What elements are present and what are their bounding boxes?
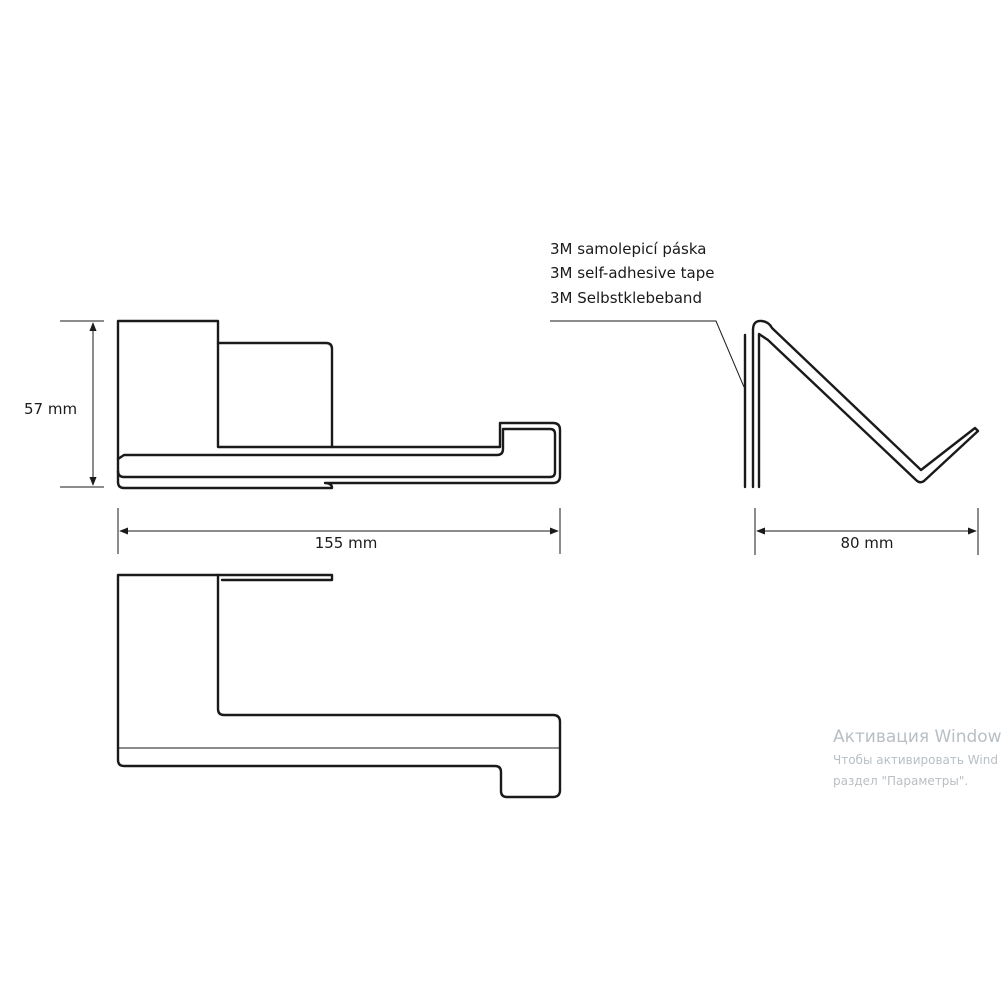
top-view-outline [118,575,560,797]
activation-watermark-line1: Чтобы активировать Wind [833,753,998,767]
height-label: 57 mm [24,400,78,418]
front-view-plate-edge [218,343,332,447]
depth-label: 80 mm [840,534,894,552]
tape-leader-line [550,321,744,387]
top-view [118,575,560,797]
side-view-outline [753,321,978,487]
activation-watermark-line2: раздел "Параметры". [833,774,969,788]
activation-watermark-title: Активация Window [833,727,1002,747]
height-dimension [24,321,104,487]
front-view-arm-top [118,429,555,477]
tape-label-cs: 3M samolepicí páska [550,240,707,258]
tape-label-de: 3M Selbstklebeband [550,289,702,307]
tape-callout [550,240,744,387]
front-view-outline [118,321,560,488]
side-view [745,321,978,487]
width-label: 155 mm [314,534,378,552]
front-view [118,321,560,488]
depth-dimension [755,508,978,555]
top-view-plate [218,575,332,580]
tape-label-en: 3M self-adhesive tape [550,264,715,282]
width-dimension [118,508,560,554]
